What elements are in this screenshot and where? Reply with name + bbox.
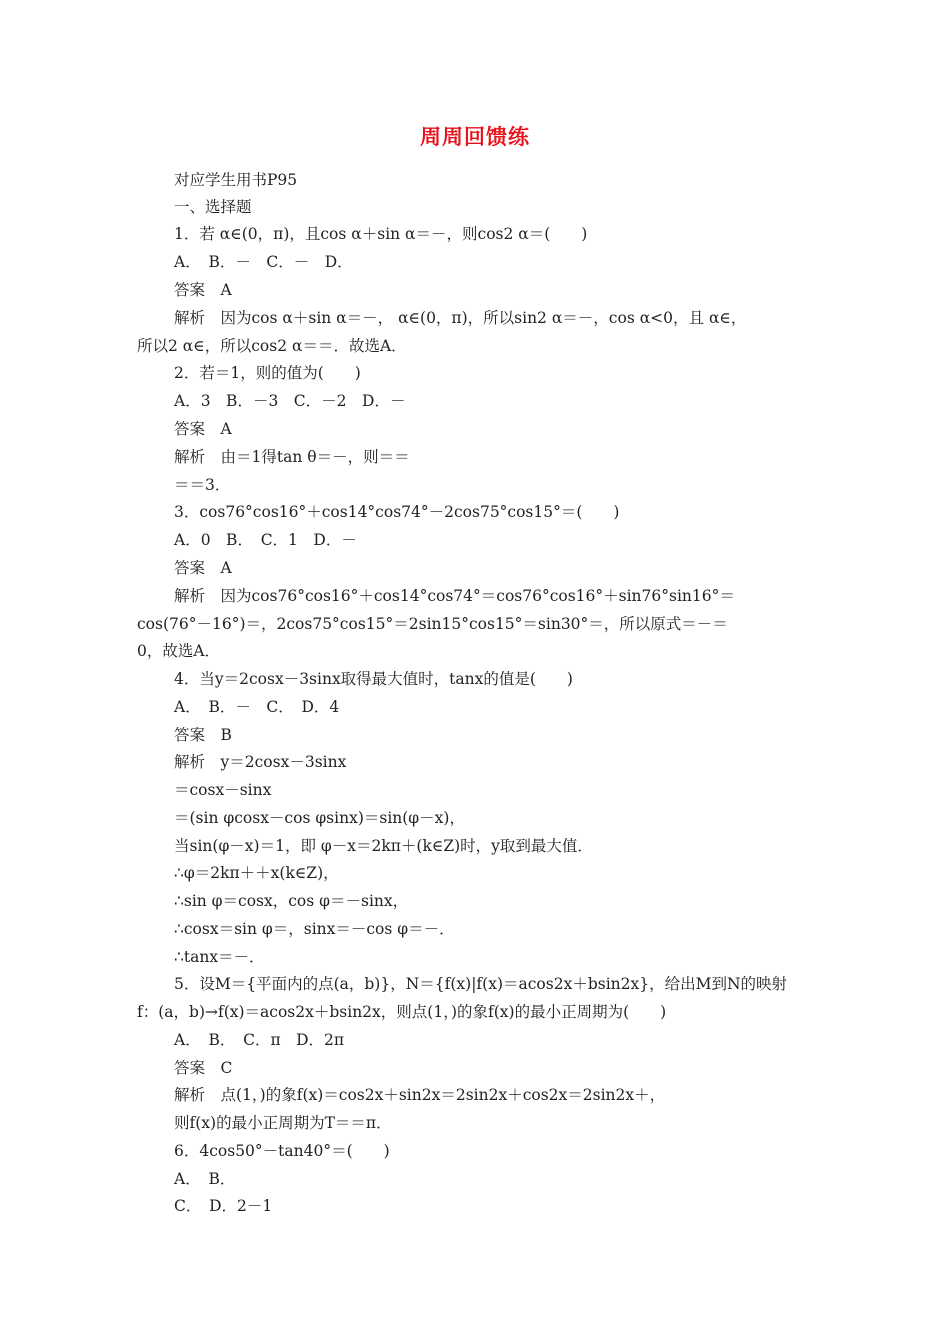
question-1-answer: 答案 A — [174, 281, 232, 299]
question-2-analysis: 解析 由＝1得tan θ＝－，则＝＝ — [174, 448, 410, 466]
question-2-options: A．3 B．－3 C．－2 D．－ — [174, 392, 406, 410]
question-6-options-ab: A． B． — [174, 1170, 236, 1188]
question-3-analysis-end: 0，故选A． — [137, 642, 221, 660]
question-3: 3．cos76°cos16°＋cos14°cos74°－2cos75°cos15°＝( ) — [174, 503, 620, 521]
question-5-analysis-cont: 则f(x)的最小正周期为T＝＝π． — [174, 1114, 392, 1132]
question-5-cont: f：(a，b)→f(x)＝acos2x＋bsin2x，则点(1，)的象f(x)的最小正周期为( ) — [137, 1003, 667, 1021]
question-4-step-4: ∴φ＝2kπ＋＋x(k∈Z)， — [174, 864, 339, 882]
question-5: 5．设M＝{平面内的点(a，b)}，N＝{f(x)|f(x)＝acos2x＋bsin2x}，给出M到N的映射 — [174, 975, 788, 993]
question-4-step-6: ∴cosx＝sin φ＝，sinx＝－cos φ＝－． — [174, 920, 455, 938]
question-4-step-3: 当sin(φ－x)＝1，即 φ－x＝2kπ＋(k∈Z)时，y取到最大值． — [174, 837, 593, 855]
question-2: 2．若＝1，则的值为( ) — [174, 364, 361, 382]
question-3-options: A．0 B． C．1 D．－ — [174, 531, 357, 549]
question-4-step-5: ∴sin φ＝cosx，cos φ＝－sinx， — [174, 892, 409, 910]
question-6: 6．4cos50°－tan40°＝( ) — [174, 1142, 390, 1160]
question-3-analysis: 解析 因为cos76°cos16°＋cos14°cos74°＝cos76°cos16°＋sin76°sin16°＝ — [174, 587, 735, 605]
question-1-options: A． B．－ C．－ D． — [174, 253, 353, 271]
question-3-answer: 答案 A — [174, 559, 232, 577]
question-6-options-cd: C． D．2－1 — [174, 1197, 273, 1215]
question-4-analysis: 解析 y＝2cosx－3sinx — [174, 753, 347, 771]
question-5-answer: 答案 C — [174, 1059, 233, 1077]
question-5-analysis: 解析 点(1，)的象f(x)＝cos2x＋sin2x＝2sin2x＋cos2x＝2sin2x＋， — [174, 1086, 666, 1104]
question-2-analysis-cont: ＝＝3． — [174, 476, 231, 494]
question-1-analysis: 解析 因为cos α＋sin α＝－， α∈(0，π)，所以sin2 α＝－，cos α<0，且 α∈， — [174, 309, 747, 327]
question-2-answer: 答案 A — [174, 420, 232, 438]
question-4-step-2: ＝(sin φcosx－cos φsinx)＝sin(φ－x)， — [174, 809, 465, 827]
question-4-options: A． B．－ C． D．4 — [174, 698, 340, 716]
question-3-analysis-cont: cos(76°－16°)＝，2cos75°cos15°＝2sin15°cos15°＝sin30°＝，所以原式＝－＝ — [137, 615, 728, 633]
question-1: 1．若 α∈(0，π)，且cos α＋sin α＝－，则cos2 α＝( ) — [174, 225, 588, 243]
question-4-step-7: ∴tanx＝－． — [174, 948, 265, 966]
document-title: 周周回馈练 — [420, 125, 530, 149]
question-4-answer: 答案 B — [174, 726, 232, 744]
section-heading: 一、选择题 — [174, 198, 252, 216]
textbook-reference: 对应学生用书P95 — [174, 171, 298, 189]
question-4: 4．当y＝2cosx－3sinx取得最大值时，tanx的值是( ) — [174, 670, 573, 688]
question-4-step-1: ＝cosx－sinx — [174, 781, 272, 799]
question-1-analysis-cont: 所以2 α∈，所以cos2 α＝＝．故选A． — [137, 337, 407, 355]
question-5-options: A． B． C．π D．2π — [174, 1031, 345, 1049]
